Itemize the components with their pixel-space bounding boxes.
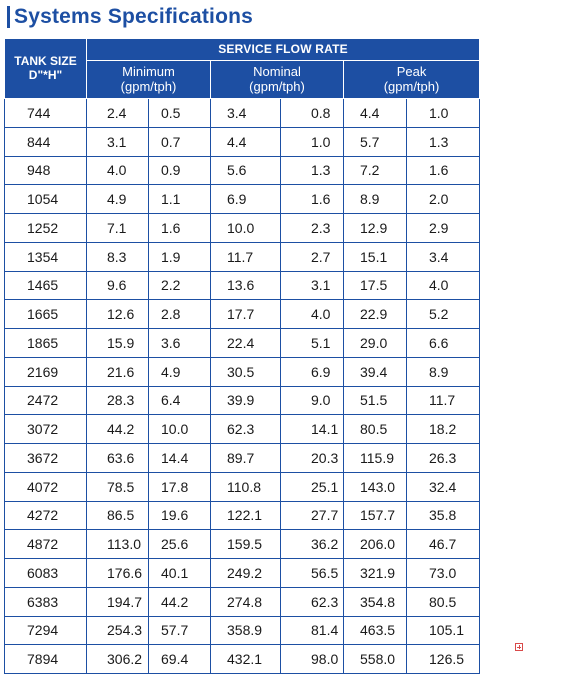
flow-rate-cell: 11.7: [407, 386, 480, 415]
tank-size-cell: 7894: [5, 645, 87, 674]
flow-rate-cell: 57.7: [149, 616, 211, 645]
flow-rate-cell: 69.4: [149, 645, 211, 674]
flow-rate-cell: 249.2: [211, 559, 281, 588]
flow-rate-cell: 89.7: [211, 444, 281, 473]
flow-rate-cell: 9.6: [87, 271, 149, 300]
flow-rate-cell: 4.0: [407, 271, 480, 300]
expand-icon[interactable]: [515, 643, 523, 651]
flow-rate-cell: 2.9: [407, 214, 480, 243]
flow-rate-cell: 12.9: [344, 214, 407, 243]
flow-rate-cell: 206.0: [344, 530, 407, 559]
flow-rate-cell: 81.4: [281, 616, 344, 645]
flow-rate-cell: 8.9: [344, 185, 407, 214]
table-row: [5, 271, 480, 300]
table-row: [5, 472, 480, 501]
flow-rate-cell: 2.4: [87, 99, 149, 128]
flow-rate-cell: 62.3: [281, 587, 344, 616]
flow-rate-cell: 0.9: [149, 156, 211, 185]
flow-rate-cell: 15.1: [344, 242, 407, 271]
flow-rate-cell: 22.4: [211, 329, 281, 358]
flow-rate-cell: 17.8: [149, 472, 211, 501]
flow-rate-cell: 2.8: [149, 300, 211, 329]
table-row: [5, 645, 480, 674]
table-row: [5, 444, 480, 473]
table-row: [5, 300, 480, 329]
flow-rate-cell: 5.6: [211, 156, 281, 185]
flow-rate-cell: 14.4: [149, 444, 211, 473]
tank-size-cell: 1465: [5, 271, 87, 300]
flow-rate-cell: 21.6: [87, 357, 149, 386]
flow-rate-cell: 3.6: [149, 329, 211, 358]
flow-rate-cell: 10.0: [211, 214, 281, 243]
flow-rate-cell: 3.4: [407, 242, 480, 271]
flow-rate-cell: 51.5: [344, 386, 407, 415]
flow-rate-cell: 321.9: [344, 559, 407, 588]
flow-rate-cell: 32.4: [407, 472, 480, 501]
tank-size-cell: 6083: [5, 559, 87, 588]
table-row: [5, 530, 480, 559]
tank-size-cell: 4072: [5, 472, 87, 501]
table-row: [5, 587, 480, 616]
flow-rate-cell: 86.5: [87, 501, 149, 530]
tank-size-cell: 3072: [5, 415, 87, 444]
tank-size-cell: 1665: [5, 300, 87, 329]
flow-rate-cell: 1.6: [407, 156, 480, 185]
flow-rate-cell: 2.0: [407, 185, 480, 214]
flow-rate-cell: 18.2: [407, 415, 480, 444]
flow-rate-cell: 8.3: [87, 242, 149, 271]
flow-rate-cell: 274.8: [211, 587, 281, 616]
title-accent-bar: [7, 6, 10, 28]
flow-rate-cell: 25.1: [281, 472, 344, 501]
table-row: [5, 329, 480, 358]
page-title: Systems Specifications: [14, 5, 253, 28]
flow-rate-cell: 46.7: [407, 530, 480, 559]
flow-rate-cell: 98.0: [281, 645, 344, 674]
flow-rate-cell: 78.5: [87, 472, 149, 501]
flow-rate-cell: 306.2: [87, 645, 149, 674]
flow-rate-cell: 5.7: [344, 127, 407, 156]
table-row: [5, 99, 480, 128]
tank-size-cell: 2472: [5, 386, 87, 415]
tank-size-cell: 1252: [5, 214, 87, 243]
flow-rate-cell: 6.6: [407, 329, 480, 358]
table-row: [5, 559, 480, 588]
flow-rate-cell: 63.6: [87, 444, 149, 473]
flow-rate-cell: 80.5: [407, 587, 480, 616]
flow-rate-cell: 358.9: [211, 616, 281, 645]
flow-rate-cell: 3.4: [211, 99, 281, 128]
flow-rate-cell: 354.8: [344, 587, 407, 616]
table-row: [5, 386, 480, 415]
flow-rate-cell: 14.1: [281, 415, 344, 444]
flow-rate-cell: 1.0: [407, 99, 480, 128]
flow-rate-cell: 6.9: [211, 185, 281, 214]
flow-rate-cell: 35.8: [407, 501, 480, 530]
flow-rate-cell: 11.7: [211, 242, 281, 271]
flow-rate-cell: 22.9: [344, 300, 407, 329]
flow-rate-cell: 1.0: [281, 127, 344, 156]
tank-size-cell: 3672: [5, 444, 87, 473]
flow-rate-cell: 7.1: [87, 214, 149, 243]
flow-rate-cell: 126.5: [407, 645, 480, 674]
flow-rate-cell: 73.0: [407, 559, 480, 588]
flow-rate-cell: 2.2: [149, 271, 211, 300]
flow-rate-cell: 6.4: [149, 386, 211, 415]
flow-rate-cell: 44.2: [87, 415, 149, 444]
flow-rate-cell: 30.5: [211, 357, 281, 386]
flow-rate-cell: 5.1: [281, 329, 344, 358]
flow-rate-cell: 44.2: [149, 587, 211, 616]
tank-size-cell: 1354: [5, 242, 87, 271]
table-row: [5, 127, 480, 156]
flow-rate-cell: 4.9: [149, 357, 211, 386]
flow-rate-cell: 29.0: [344, 329, 407, 358]
flow-rate-cell: 157.7: [344, 501, 407, 530]
flow-rate-cell: 7.2: [344, 156, 407, 185]
flow-rate-cell: 25.6: [149, 530, 211, 559]
flow-rate-cell: 15.9: [87, 329, 149, 358]
flow-rate-cell: 558.0: [344, 645, 407, 674]
flow-rate-cell: 194.7: [87, 587, 149, 616]
tank-size-cell: 1054: [5, 185, 87, 214]
flow-rate-cell: 113.0: [87, 530, 149, 559]
flow-rate-cell: 3.1: [281, 271, 344, 300]
page-title-block: [7, 4, 253, 30]
specifications-table: [4, 38, 480, 674]
table-row: [5, 415, 480, 444]
table-row: [5, 357, 480, 386]
flow-rate-cell: 62.3: [211, 415, 281, 444]
flow-rate-cell: 1.6: [281, 185, 344, 214]
flow-rate-cell: 39.4: [344, 357, 407, 386]
tank-size-header: TANK SIZE D"*H": [5, 39, 87, 99]
flow-rate-cell: 4.0: [87, 156, 149, 185]
flow-rate-cell: 6.9: [281, 357, 344, 386]
flow-rate-cell: 19.6: [149, 501, 211, 530]
tank-size-cell: 844: [5, 127, 87, 156]
flow-rate-cell: 13.6: [211, 271, 281, 300]
nominal-header: Nominal (gpm/tph): [211, 61, 344, 99]
flow-rate-cell: 36.2: [281, 530, 344, 559]
flow-rate-cell: 105.1: [407, 616, 480, 645]
flow-rate-cell: 17.5: [344, 271, 407, 300]
service-flow-rate-header: SERVICE FLOW RATE: [87, 39, 480, 61]
flow-rate-cell: 0.8: [281, 99, 344, 128]
flow-rate-cell: 10.0: [149, 415, 211, 444]
flow-rate-cell: 17.7: [211, 300, 281, 329]
flow-rate-cell: 1.1: [149, 185, 211, 214]
flow-rate-cell: 1.3: [407, 127, 480, 156]
minimum-header: Minimum (gpm/tph): [87, 61, 211, 99]
peak-header: Peak (gpm/tph): [344, 61, 480, 99]
flow-rate-cell: 122.1: [211, 501, 281, 530]
flow-rate-cell: 1.6: [149, 214, 211, 243]
flow-rate-cell: 115.9: [344, 444, 407, 473]
table-row: [5, 185, 480, 214]
flow-rate-cell: 8.9: [407, 357, 480, 386]
flow-rate-cell: 4.4: [344, 99, 407, 128]
tank-size-cell: 1865: [5, 329, 87, 358]
flow-rate-cell: 1.3: [281, 156, 344, 185]
flow-rate-cell: 20.3: [281, 444, 344, 473]
flow-rate-cell: 28.3: [87, 386, 149, 415]
flow-rate-cell: 110.8: [211, 472, 281, 501]
flow-rate-cell: 5.2: [407, 300, 480, 329]
table-row: [5, 214, 480, 243]
tank-size-cell: 7294: [5, 616, 87, 645]
flow-rate-cell: 27.7: [281, 501, 344, 530]
flow-rate-cell: 2.7: [281, 242, 344, 271]
flow-rate-cell: 39.9: [211, 386, 281, 415]
flow-rate-cell: 254.3: [87, 616, 149, 645]
flow-rate-cell: 176.6: [87, 559, 149, 588]
flow-rate-cell: 143.0: [344, 472, 407, 501]
tank-size-cell: 4272: [5, 501, 87, 530]
flow-rate-cell: 4.9: [87, 185, 149, 214]
tank-size-cell: 744: [5, 99, 87, 128]
flow-rate-cell: 0.7: [149, 127, 211, 156]
flow-rate-cell: 2.3: [281, 214, 344, 243]
table-row: [5, 616, 480, 645]
flow-rate-cell: 463.5: [344, 616, 407, 645]
flow-rate-cell: 26.3: [407, 444, 480, 473]
tank-size-cell: 948: [5, 156, 87, 185]
flow-rate-cell: 40.1: [149, 559, 211, 588]
flow-rate-cell: 56.5: [281, 559, 344, 588]
flow-rate-cell: 4.0: [281, 300, 344, 329]
tank-size-cell: 2169: [5, 357, 87, 386]
tank-size-cell: 6383: [5, 587, 87, 616]
flow-rate-cell: 80.5: [344, 415, 407, 444]
flow-rate-cell: 9.0: [281, 386, 344, 415]
flow-rate-cell: 1.9: [149, 242, 211, 271]
tank-size-cell: 4872: [5, 530, 87, 559]
flow-rate-cell: 4.4: [211, 127, 281, 156]
flow-rate-cell: 432.1: [211, 645, 281, 674]
flow-rate-cell: 12.6: [87, 300, 149, 329]
flow-rate-cell: 0.5: [149, 99, 211, 128]
table-row: [5, 501, 480, 530]
flow-rate-cell: 159.5: [211, 530, 281, 559]
table-body: [5, 99, 480, 674]
flow-rate-cell: 3.1: [87, 127, 149, 156]
table-row: [5, 242, 480, 271]
table-row: [5, 156, 480, 185]
